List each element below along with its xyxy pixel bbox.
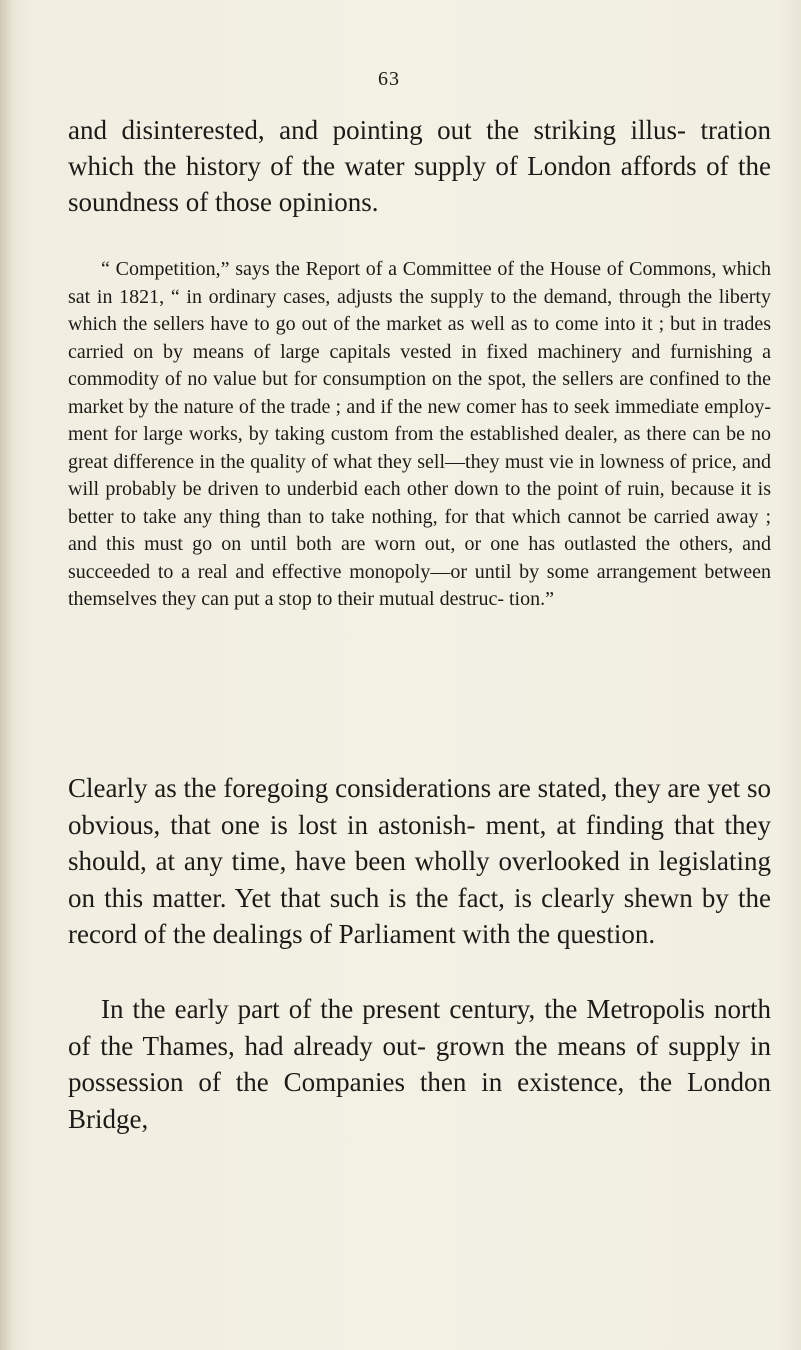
- page-number: 63: [378, 68, 400, 90]
- paragraph-considerations: Clearly as the foregoing considerations are stated, they are yet so obvious, that one is lost in astonish- ment, at finding that they should, at any time, have been wholly overlooked in legislating on this matter. Yet that such is the fact, is clearly shewn by the record of the dealings of Parliament with the question.: [68, 773, 771, 949]
- committee-report-quote: “ Competition,” says the Report of a Committee of the House of Commons, which sat in 1821, “ in ordinary cases, adjusts the supply to the demand, through the liberty which the sellers have to go out of the market as well as to come into it ; but in trades carried on by means of large capitals vested in fixed machinery and furnishing a commodity of no value but for consumption on the spot, the sellers are confined to the market by the nature of the trade ; and if the new comer has to seek immediate employ- ment for large works, by taking custom from the established dealer, as there can be no great difference in the quality of what they sell—they must vie in lowness of price, and will probably be driven to underbid each other down to the point of ruin, because it is better to take any thing than to take nothing, for that which cannot be carried away ; and this must go on until both are worn out, or one has outlasted the others, and succeeded to a real and effective monopoly—or until by some arrangement between themselves they can put a stop to their mutual destruc- tion.”: [68, 258, 771, 610]
- paragraph-continuation: and disinterested, and pointing out the striking illus- tration which the history of the water supply of London affords of the soundness of those opinions.: [68, 115, 771, 217]
- paragraph-early-century: In the early part of the present century, the Metropolis north of the Thames, had already out- grown the means of supply in possession of the Companies then in existence, the London Bridge,: [68, 994, 771, 1134]
- page-spine-shadow: [0, 0, 14, 1350]
